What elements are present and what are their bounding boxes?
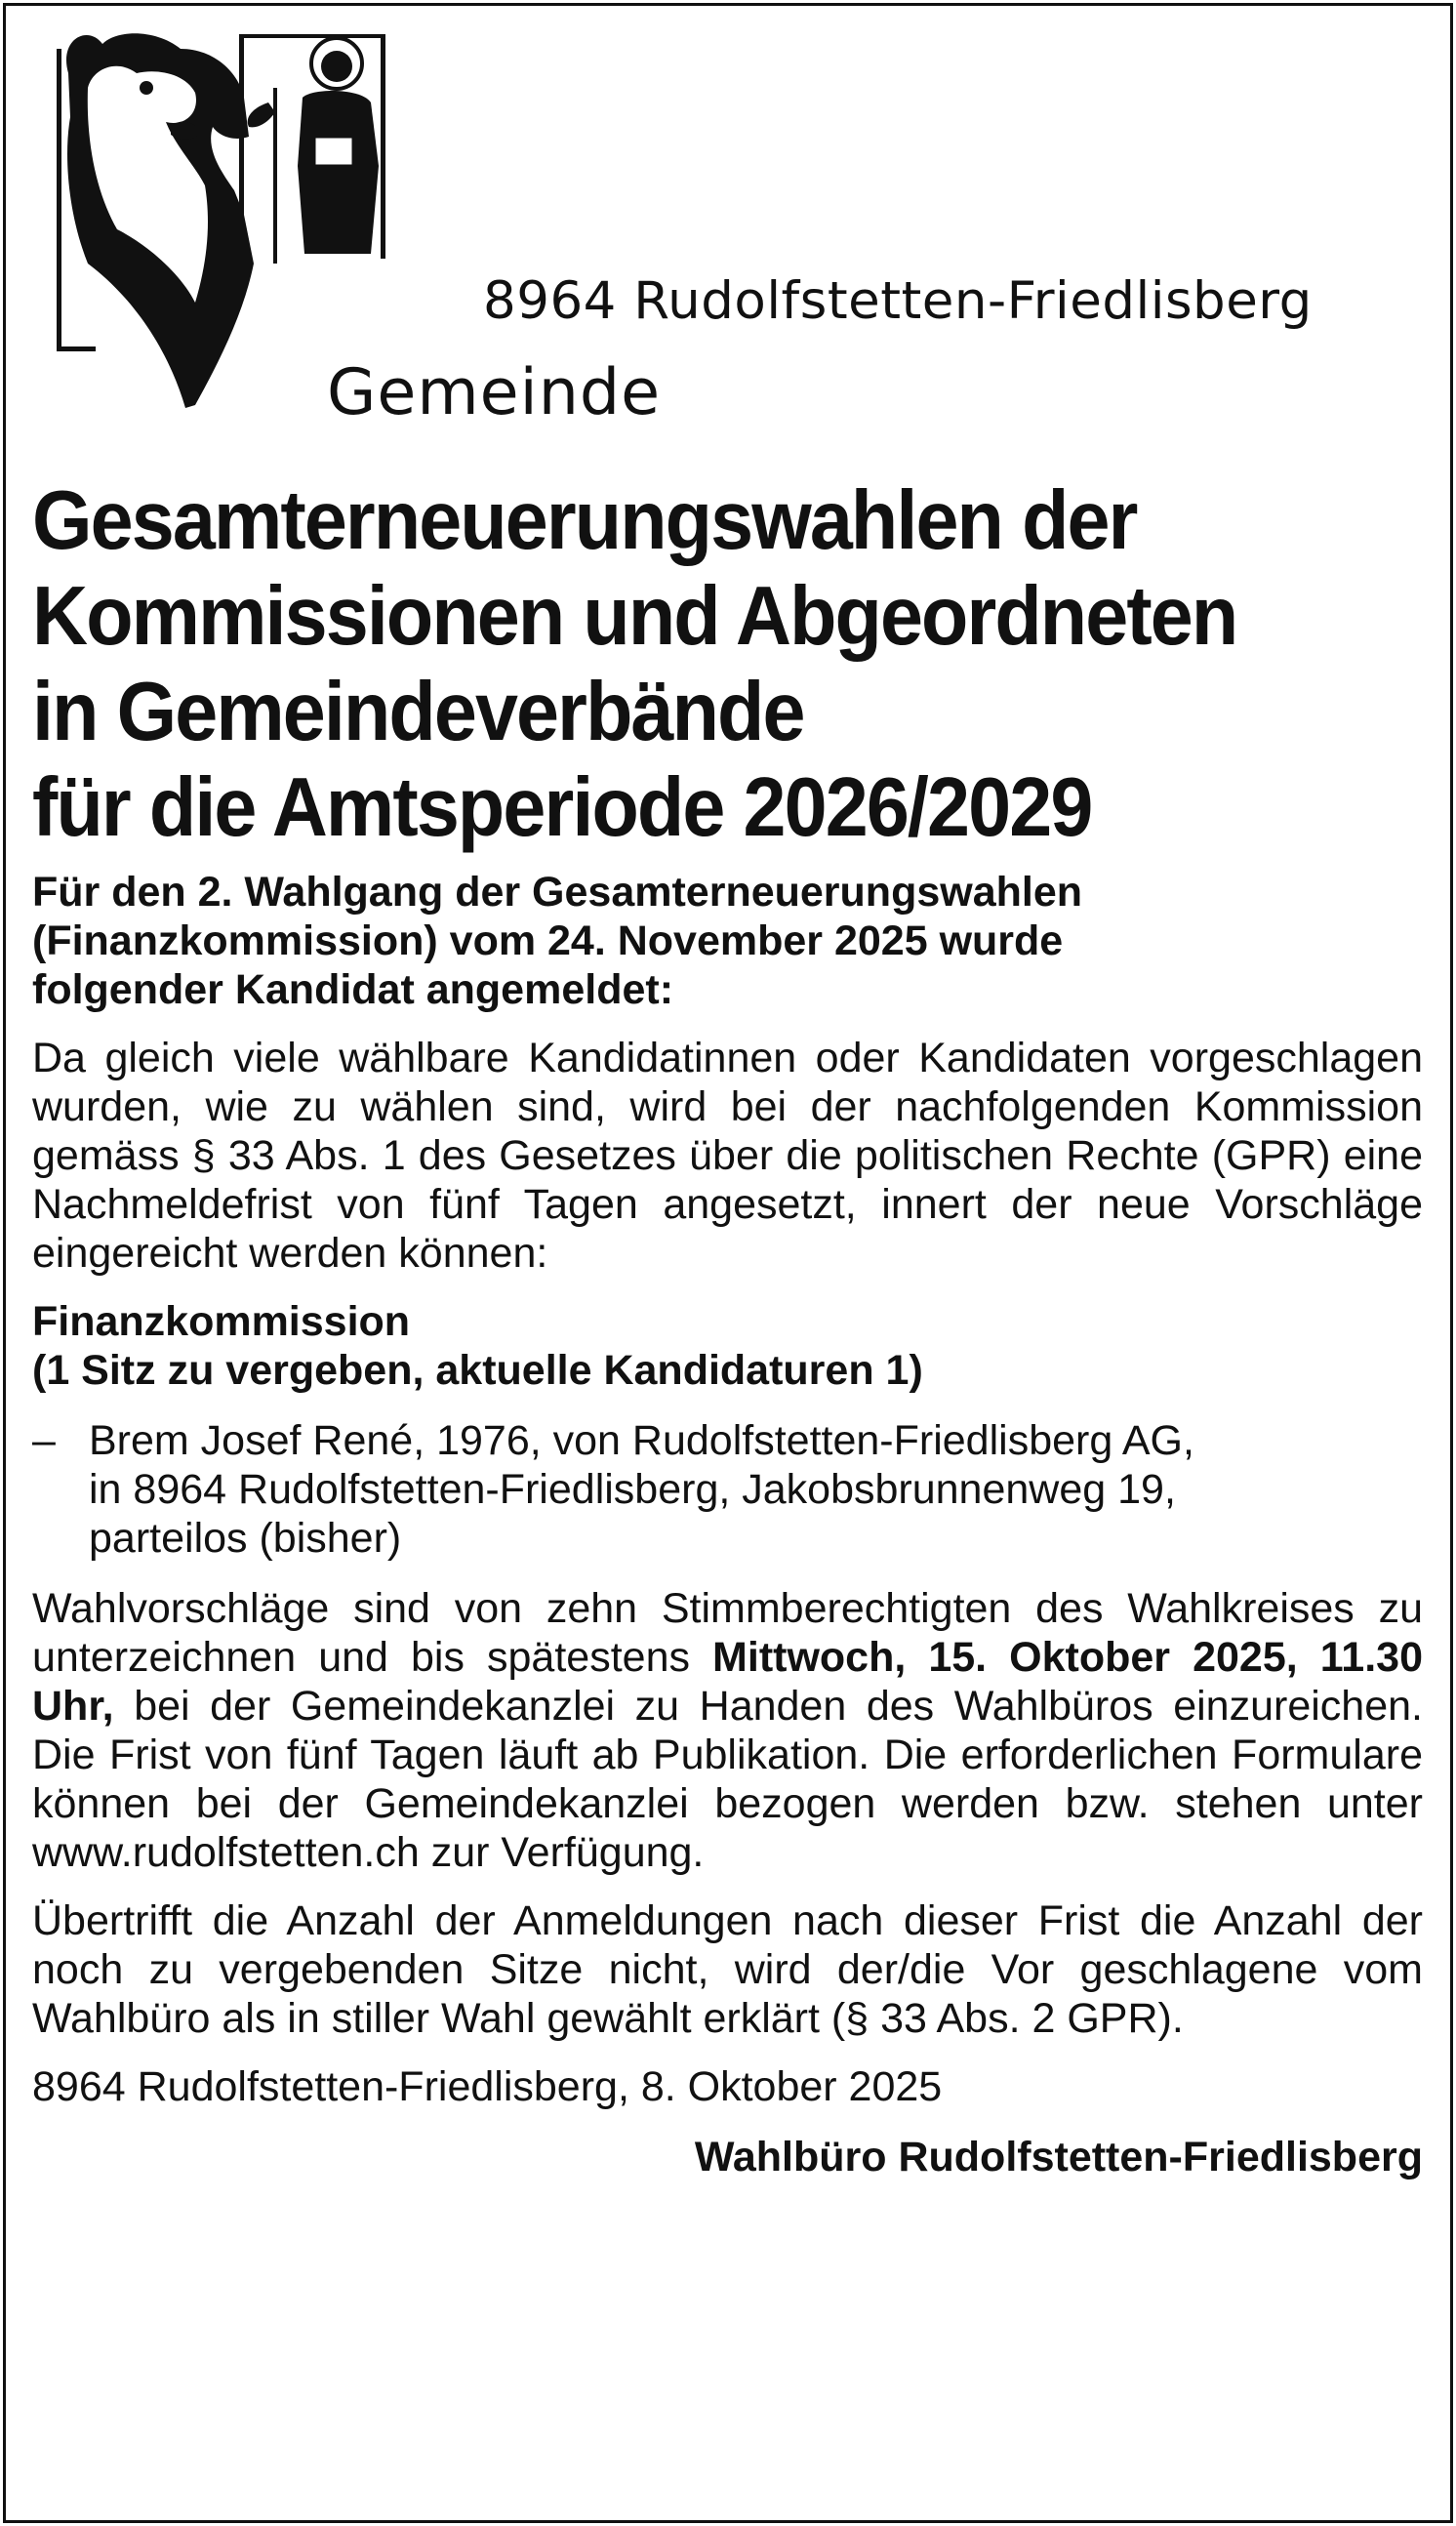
commission-name: Finanzkommission bbox=[32, 1298, 411, 1345]
signature: Wahlbüro Rudolfstetten-Friedlisberg bbox=[694, 2134, 1423, 2180]
candidate-line: in 8964 Rudolfstetten-Friedlisberg, Jakobsbrunnenweg 19, bbox=[89, 1466, 1176, 1513]
list-dash: – bbox=[32, 1417, 56, 1464]
title-line: Gesamterneuerungswahlen der bbox=[32, 474, 1137, 567]
submission-text-before: Wahlvorschläge sind von zehn Stimmberechtigten des Wahlkreises zu unterzeichnen und bis spätestens bbox=[32, 1585, 1423, 1681]
title-line: Kommissionen und Abgeordneten bbox=[32, 570, 1237, 663]
commission-seats: (1 Sitz zu vergeben, aktuelle Kandidaturen 1) bbox=[32, 1347, 923, 1394]
municipality-name: 8964 Rudolfstetten-Friedlisberg bbox=[483, 271, 1313, 331]
nomination-period-paragraph: Da gleich viele wählbare Kandidatinnen oder Kandidaten vorgeschlagen wurden, wie zu wählen sind, wird bei der nachfolgenden Kommission gemäss § 33 Abs. 1 des Gesetzes über die politischen Rechte (GPR) eine Nachmeldefrist von fünf Tagen angesetzt, innert der neue Vorschläge eingereicht werden können: bbox=[32, 1035, 1423, 1277]
lead-line: folgender Kandidat angemeldet: bbox=[32, 966, 674, 1013]
lead-line: Für den 2. Wahlgang der Gesamterneuerungswahlen bbox=[32, 869, 1083, 916]
candidate-line: Brem Josef René, 1976, von Rudolfstetten-Friedlisberg AG, bbox=[89, 1417, 1194, 1464]
commission-heading bbox=[32, 1297, 1423, 1395]
lead-paragraph bbox=[32, 868, 1423, 1014]
municipality-type: Gemeinde bbox=[327, 356, 662, 429]
candidate-entry bbox=[32, 1416, 1423, 1563]
silent-election-paragraph: Übertrifft die Anzahl der Anmeldungen nach dieser Frist die Anzahl der noch zu vergebenden Sitze nicht, wird der/die Vor geschlagene vom Wahlbüro als in stiller Wahl gewählt erklärt (§ 33 Abs. 2 GPR). bbox=[32, 1897, 1423, 2042]
submission-text-after: bei der Gemeindekanzlei zu Handen des Wahlbüros einzureichen. Die Frist von fünf Tagen läuft ab Publikation. Die erforderlichen Formulare können bei der Gemeindekanzlei bezogen werden bzw. stehen unter www.rudolfstetten.ch zur Verfügung. bbox=[32, 1683, 1423, 1876]
title-line: für die Amtsperiode 2026/2029 bbox=[32, 761, 1092, 854]
lead-line: (Finanzkommission) vom 24. November 2025 wurde bbox=[32, 917, 1064, 964]
place-and-date: 8964 Rudolfstetten-Friedlisberg, 8. Oktober 2025 bbox=[32, 2063, 943, 2110]
submission-paragraph bbox=[32, 1584, 1423, 1877]
notice-content bbox=[32, 473, 1423, 2181]
title-line: in Gemeindeverbände bbox=[32, 666, 804, 758]
candidate-line: parteilos (bisher) bbox=[89, 1515, 402, 1562]
notice-title bbox=[32, 473, 1430, 856]
submission-deadline: Mittwoch, 15. Oktober 2025, 11.30 Uhr, bbox=[32, 1634, 1423, 1730]
